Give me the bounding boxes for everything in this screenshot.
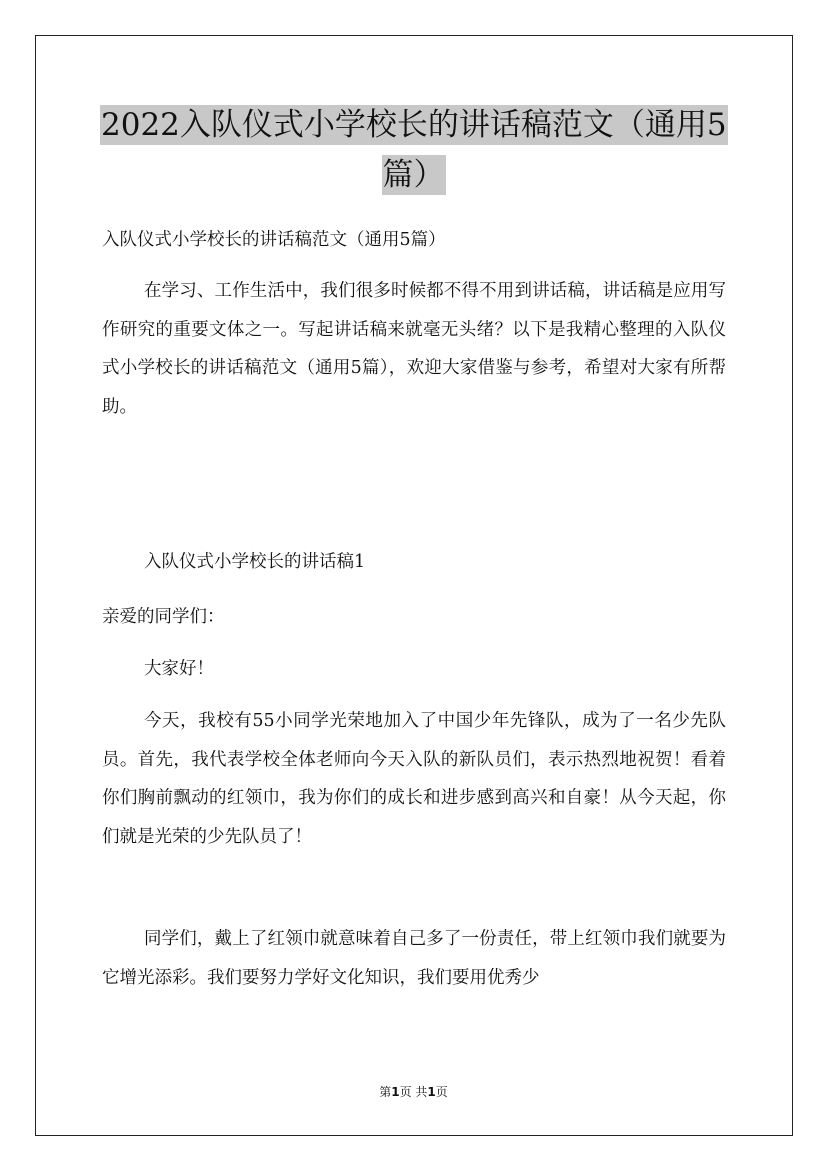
intro-paragraph: 在学习、工作生活中，我们很多时候都不得不用到讲话稿，讲话稿是应用写作研究的重要文体之一。写起讲话稿来就毫无头绪？以下是我精心整理的入队仪式小学校长的讲话稿范文（通用5篇），欢迎大家借鉴与参考，希望对大家有所帮助。 [102,281,726,417]
footer-page-suffix: 页 [435,1085,448,1099]
section-heading: 入队仪式小学校长的讲话稿1 [144,552,366,572]
speech-paragraph-2: 同学们，戴上了红领巾就意味着自己多了一份责任，带上红领巾我们就要为它增光添彩。我们要努力学好文化知识，我们要用优秀少 [102,929,726,988]
salutation: 亲爱的同学们： [102,607,225,627]
document-title [100,100,727,200]
footer-total-pages: 1 [427,1085,436,1099]
document-subtitle: 入队仪式小学校长的讲话稿范文（通用5篇） [102,230,446,250]
footer-page-mid: 页 共 [399,1085,428,1099]
speech-paragraph-1: 今天，我校有55小同学光荣地加入了中国少年先锋队，成为了一名少先队员。首先，我代表学校全体老师向今天入队的新队员们，表示热烈地祝贺！看着你们胸前飘动的红领巾，我为你们的成长和进步感到高兴和自豪！从今天起，你们就是光荣的少先队员了！ [102,711,726,847]
footer-current-page: 1 [391,1085,400,1099]
page-footer [0,1083,827,1100]
greeting: 大家好！ [144,659,214,679]
document-title-text: 2022入队仪式小学校长的讲话稿范文（通用5篇） [101,107,727,193]
footer-page-prefix: 第 [379,1085,392,1099]
